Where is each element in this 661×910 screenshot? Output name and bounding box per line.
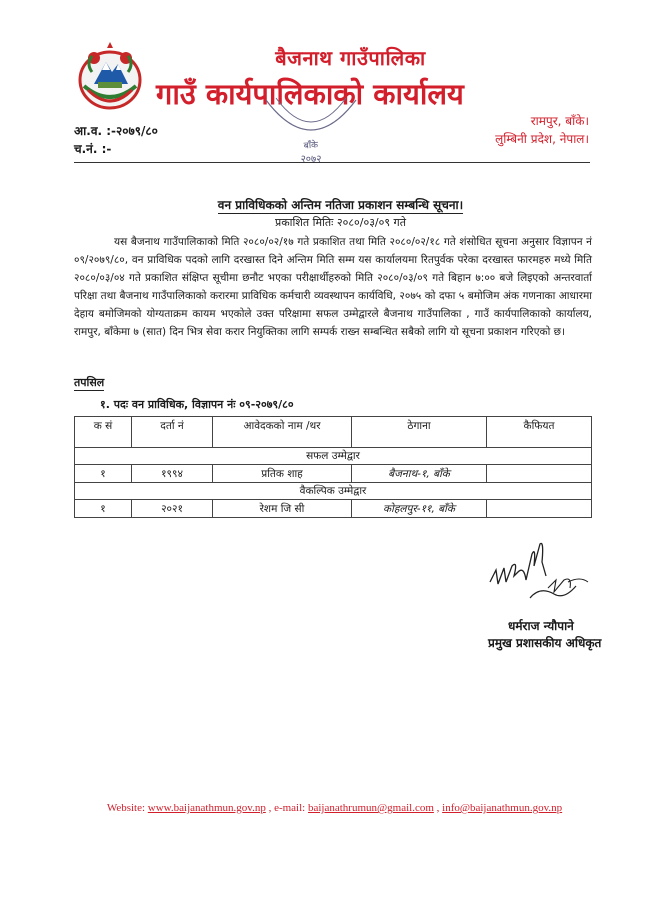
notice-title-text: वन प्राविधिकको अन्तिम नतिजा प्रकाशन सम्बन्धि सूचना। — [217, 198, 464, 212]
handwritten-signature — [484, 536, 594, 616]
signatory-title: प्रमुख प्रशासकीय अधिकृत — [488, 636, 602, 650]
cell-address: कोहलपुर-११, बाँके — [352, 500, 487, 518]
stamp-year: २०७२ — [300, 154, 322, 165]
cell-address: बैजनाथ-१, बाँके — [352, 465, 487, 483]
cell-remarks — [487, 465, 592, 483]
cell-name: रेशम जि सी — [213, 500, 352, 518]
signatory-name: धर्मराज न्यौपाने — [508, 619, 574, 633]
results-table — [74, 416, 592, 518]
post-line: १. पदः वन प्राविधिक, विज्ञापन नंः ०९-२०७९/८० — [100, 398, 294, 411]
website-link[interactable]: www.baijanathmun.gov.np — [147, 802, 266, 814]
office-seal-stamp — [258, 86, 364, 166]
col-reg-no: दर्ता नं — [132, 417, 213, 448]
svg-text:बाँके: बाँके — [303, 140, 319, 152]
col-address: ठेगाना — [352, 417, 487, 448]
published-date: प्रकाशित मितिः २०८०/०३/०९ गते — [274, 216, 407, 229]
email-label: , e-mail: — [268, 802, 306, 814]
col-name: आवेदकको नाम /थर — [213, 417, 352, 448]
email-link-info[interactable]: info@baijanathmun.gov.np — [442, 802, 563, 814]
address-line-1: रामपुर, बाँके। — [530, 114, 589, 128]
col-remarks: कैफियत — [487, 417, 592, 448]
office-name: बैजनाथ गाउँपालिका — [275, 46, 426, 70]
table-row — [75, 465, 592, 483]
cell-reg-no: २०२१ — [132, 500, 213, 518]
footer-contact — [0, 802, 661, 814]
notice-body: यस बैजनाथ गाउँपालिकाको मिति २०८०/०२/१७ गते प्रकाशित तथा मिति २०८०/०२/१८ गते शंसोधित सूचना अनुसार विज्ञापन नं ०९/२०७९/८०, वन प्राविधिक पदको लागि दरखास्त दिने अन्तिम मिति सम्म यस कार्यालयमा रितपुर्वक परेका दरखास्त फारमहरु मध्ये मिति २०८०/०३/०४ गते प्रकाशित संक्षिप्त सूचीमा छनौट भएका परीक्षार्थीहरुको मिति २०८०/०३/०९ गते बिहान ७:०० बजे लिइएको अन्तरवार्ता परिक्षा तथा बैजनाथ गाउँपालिकाको करारमा प्राविधिक कर्मचारी व्यवस्थापन कार्यविधि, २०७५ को दफा ५ बमोजिम अंक गणनाका आधारमा देहाय बमोजिमको योग्यताक्रम कायम भएकोले उक्त परिक्षामा सफल उम्मेद्वारले बैजनाथ गाउँपालिका , गाउँ कार्यपालिकाको कार्यालय, रामपुर, बाँकेमा ७ (सात) दिन भित्र सेवा करार नियुक्तिका लागि सम्पर्क राख्न सम्बन्धित सबैको लागि यो सूचना प्रकाशन गरिएको छ। — [74, 236, 592, 338]
fiscal-year: आ.व. :-२०७९/८० — [74, 124, 158, 138]
col-serial: क सं — [75, 417, 132, 448]
office-title: गाउँ कार्यपालिकाको कार्यालय — [156, 77, 464, 111]
section-row — [75, 448, 592, 465]
footer-separator: , — [436, 802, 440, 814]
cell-name: प्रतिक शाह — [213, 465, 352, 483]
section-label-alternate: वैकल्पिक उम्मेद्वार — [75, 483, 592, 500]
table-header-row — [75, 417, 592, 448]
notice-title — [0, 196, 661, 213]
section-label-successful: सफल उम्मेद्वार — [75, 448, 592, 465]
cell-remarks — [487, 500, 592, 518]
cell-serial: १ — [75, 465, 132, 483]
website-label: Website: — [106, 802, 146, 814]
cell-reg-no: १९९४ — [132, 465, 213, 483]
cell-serial: १ — [75, 500, 132, 518]
header-divider — [74, 162, 590, 163]
reference-number: च.नं. :- — [74, 142, 112, 156]
email-link[interactable]: baijanathrumun@gmail.com — [307, 802, 434, 814]
details-heading: तपसिल — [74, 376, 105, 389]
section-row — [75, 483, 592, 500]
address-line-2: लुम्बिनी प्रदेश, नेपाल। — [495, 132, 589, 146]
table-row — [75, 500, 592, 518]
